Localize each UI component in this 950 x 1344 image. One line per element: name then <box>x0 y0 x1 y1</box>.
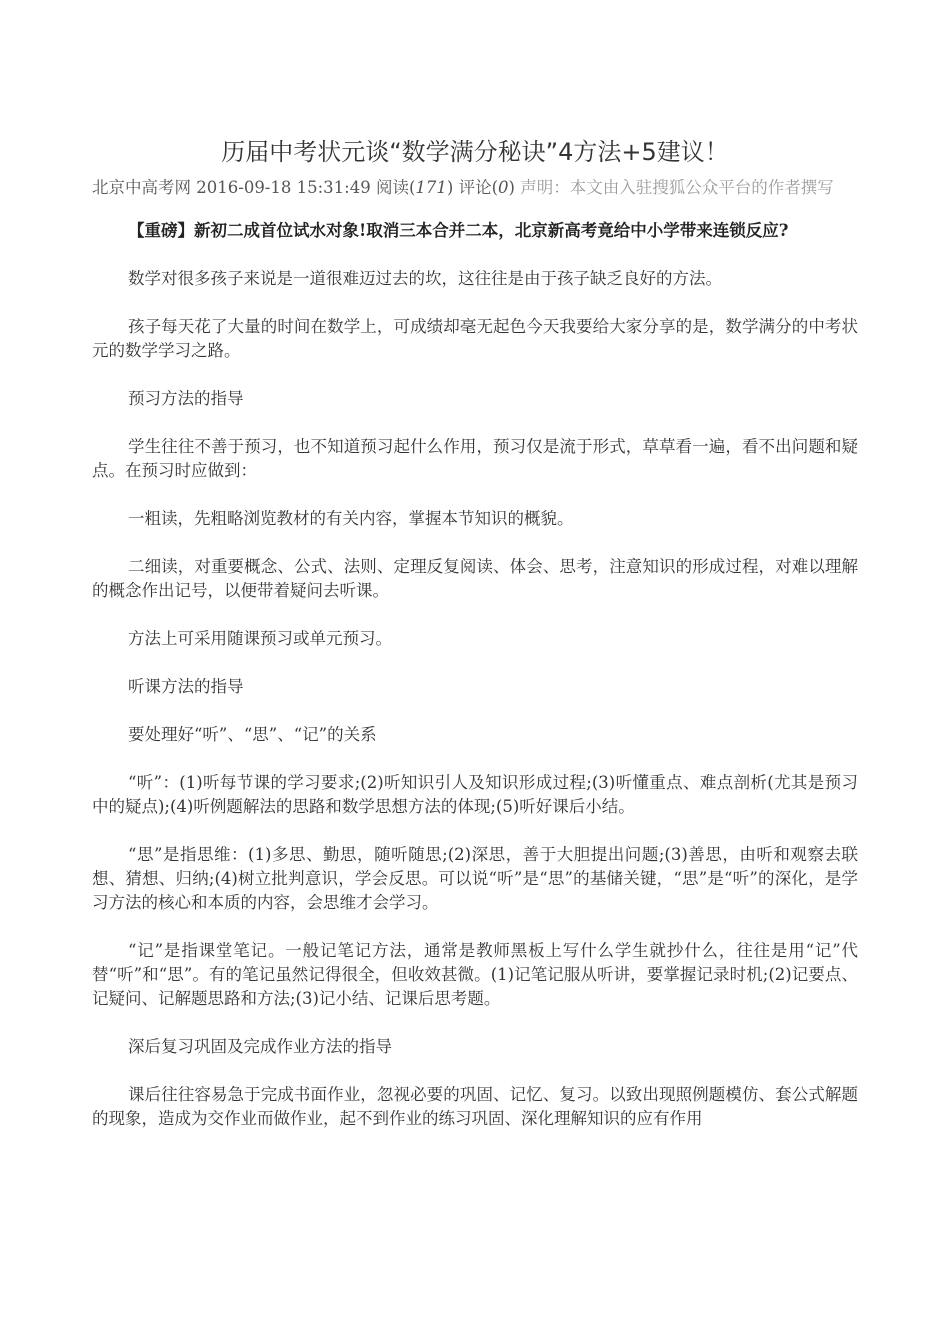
read-close: ) <box>446 178 454 197</box>
read-count <box>376 178 453 197</box>
comment-count-value: 0 <box>498 178 509 197</box>
article-title: 历届中考状元谈“数学满分秘诀”4方法+5建议！ <box>221 138 729 166</box>
paragraph: 方法上可采用随课预习或单元预习。 <box>128 629 392 648</box>
read-count-value: 171 <box>415 178 447 197</box>
paragraph: 学生往往不善于预习，也不知道预习起什么作用，预习仅是流于形式，草草看一遍，看不出问题和疑点。在预习时应做到： <box>92 437 858 480</box>
paragraph: 课后往往容易急于完成书面作业，忽视必要的巩固、记忆、复习。以致出现照例题模仿、套公式解题的现象，造成为交作业而做作业，起不到作业的练习巩固、深化理解知识的应有作用 <box>92 1085 858 1128</box>
paragraph: 一粗读，先粗略浏览教材的有关内容，掌握本节知识的概貌。 <box>128 509 574 528</box>
section-heading: 深后复习巩固及完成作业方法的指导 <box>128 1037 392 1056</box>
paragraph: 孩子每天花了大量的时间在数学上，可成绩却毫无起色今天我要给大家分享的是，数学满分的中考状元的数学学习之路。 <box>92 317 858 360</box>
comment-count <box>459 178 515 197</box>
article-body <box>92 219 858 1131</box>
article-meta <box>92 176 858 200</box>
paragraph: 二细读，对重要概念、公式、法则、定理反复阅读、体会、思考，注意知识的形成过程，对难以理解的概念作出记号，以便带着疑问去听课。 <box>92 557 858 600</box>
read-label: 阅读( <box>375 178 416 197</box>
section-heading: 预习方法的指导 <box>128 389 244 408</box>
source-name: 北京中高考网 <box>92 178 191 197</box>
disclaimer: 声明：本文由入驻搜狐公众平台的作者撰写 <box>520 178 834 197</box>
paragraph: 要处理好“听”、“思”、“记”的关系 <box>128 725 377 744</box>
paragraph: 数学对很多孩子来说是一道很难迈过去的坎，这往往是由于孩子缺乏良好的方法。 <box>128 269 722 288</box>
paragraph: “听”：(1)听每节课的学习要求;(2)听知识引人及知识形成过程;(3)听懂重点、难点剖析(尤其是预习中的疑点);(4)听例题解法的思路和数学思想方法的体现;(5)听好课后小结。 <box>92 773 858 816</box>
paragraph: “记”是指课堂笔记。一般记笔记方法，通常是教师黑板上写什么学生就抄什么，往往是用“记”代替“听”和“思”。有的笔记虽然记得很全，但收效甚微。(1)记笔记服从听讲，要掌握记录时机;(2)记要点、记疑问、记解题思路和方法;(3)记小结、记课后思考题。 <box>92 941 858 1008</box>
section-heading: 听课方法的指导 <box>128 677 244 696</box>
comment-close: ) <box>508 178 515 197</box>
headline-paragraph: 【重磅】新初二成首位试水对象!取消三本合并二本，北京新高考竟给中小学带来连锁反应? <box>128 221 789 240</box>
comment-label: 评论( <box>458 178 499 197</box>
paragraph: “思”是指思维：(1)多思、勤思，随听随思;(2)深思，善于大胆提出问题;(3)善思，由听和观察去联想、猜想、归纳;(4)树立批判意识，学会反思。可以说“听”是“思”的基储关键，“思”是“听”的深化，是学习方法的核心和本质的内容，会思维才会学习。 <box>92 845 858 912</box>
publish-datetime: 2016-09-18 15:31:49 <box>196 178 371 197</box>
